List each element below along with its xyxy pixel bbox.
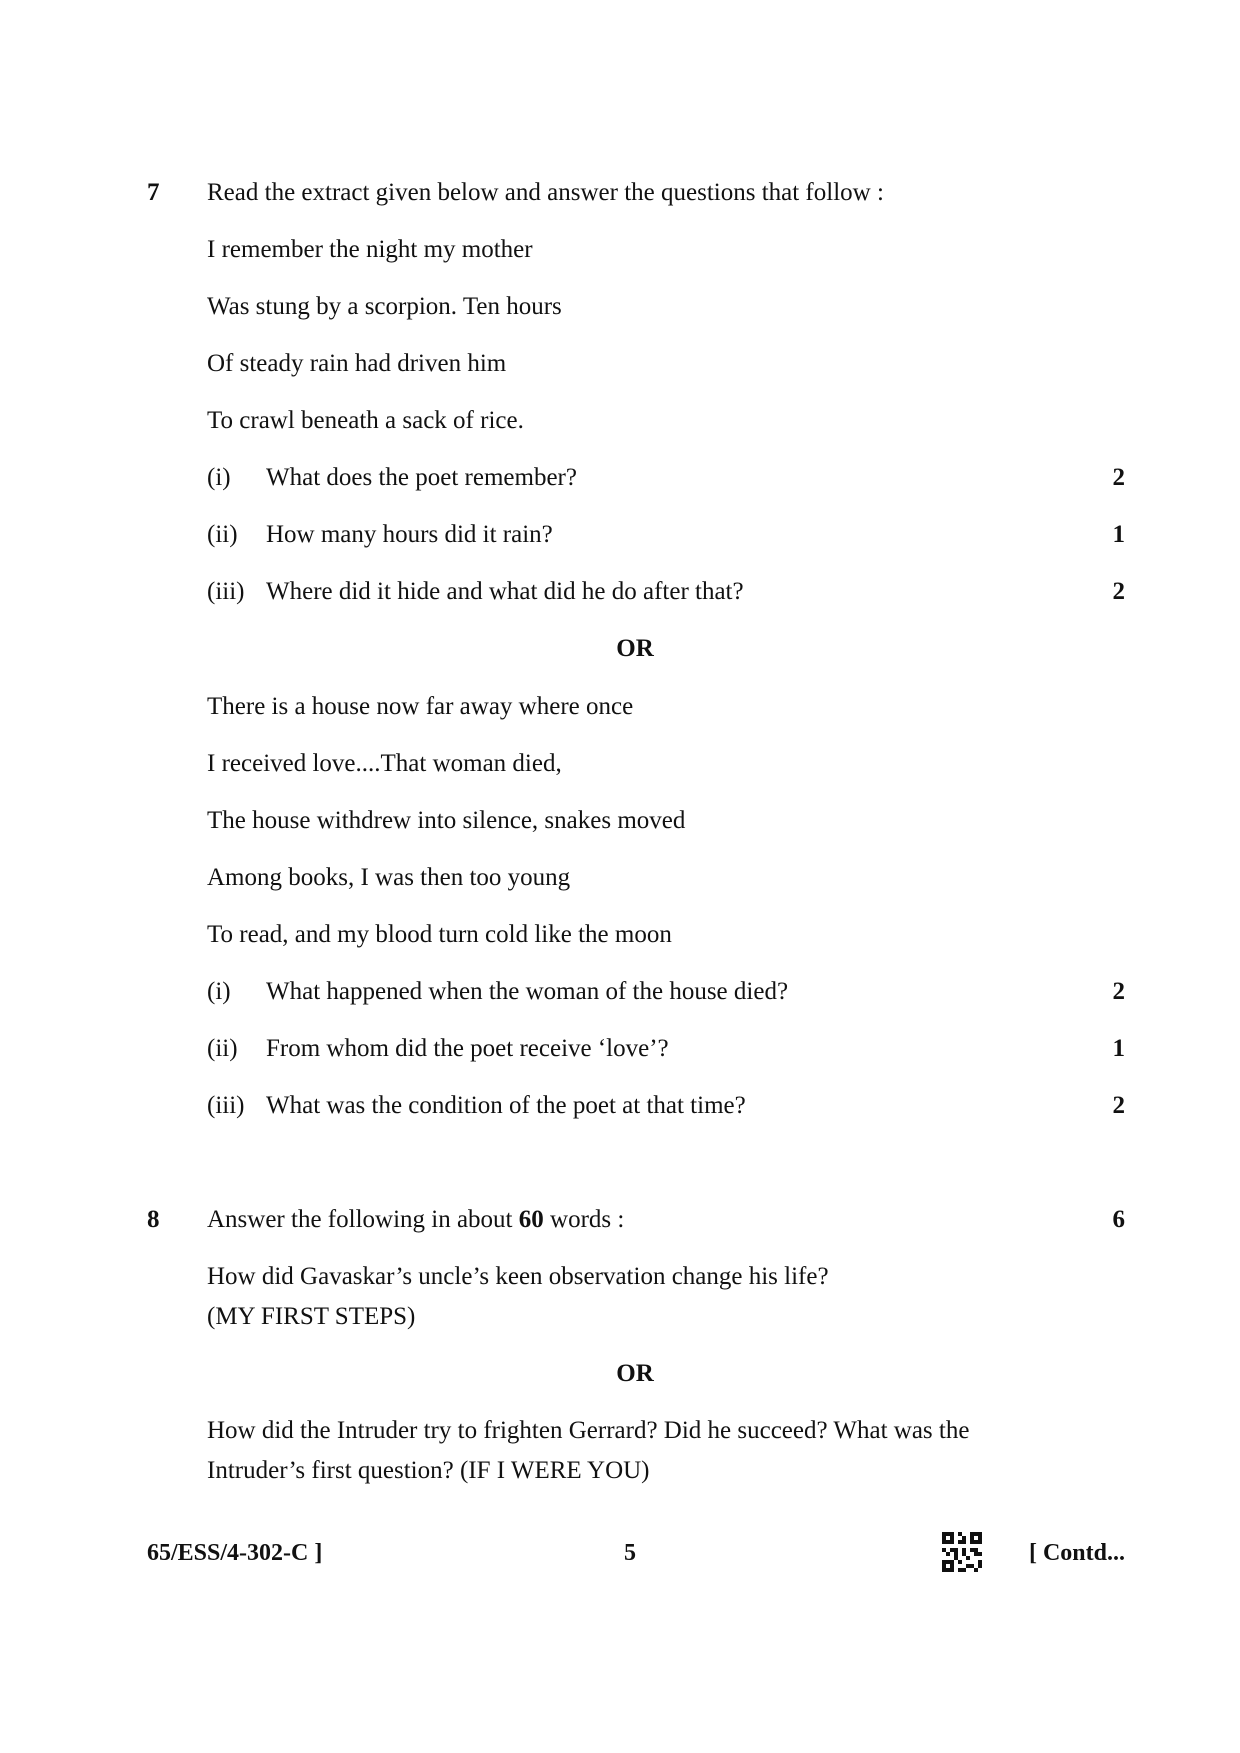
or-divider-q8: OR — [616, 1360, 654, 1387]
extract-a-line-4: To crawl beneath a sack of rice. — [207, 407, 524, 434]
question-a-iii-marks: 2 — [1112, 578, 1125, 605]
question-b-i-label: (i) — [207, 978, 231, 1005]
question-8-marks: 6 — [1112, 1206, 1125, 1233]
question-8-number: 8 — [147, 1206, 160, 1233]
extract-a-line-2: Was stung by a scorpion. Ten hours — [207, 293, 562, 320]
question-b-ii-label: (ii) — [207, 1035, 238, 1062]
extract-a-line-3: Of steady rain had driven him — [207, 350, 507, 377]
footer-contd: [ Contd... — [1028, 1540, 1125, 1566]
question-8-option-b-line-1: How did the Intruder try to frighten Gerrard? Did he succeed? What was the — [207, 1417, 970, 1444]
question-b-i-marks: 2 — [1112, 978, 1125, 1005]
extract-b-line-1: There is a house now far away where once — [207, 693, 634, 720]
extract-a-line-1: I remember the night my mother — [207, 236, 533, 263]
question-8-instruction-pre: Answer the following in about — [207, 1206, 519, 1233]
question-b-iii-text: What was the condition of the poet at that time? — [266, 1092, 746, 1119]
question-a-ii-marks: 1 — [1112, 521, 1125, 548]
question-8-instruction-post: words : — [543, 1206, 625, 1233]
question-8-option-b-line-2: Intruder’s first question? (IF I WERE YOU) — [207, 1457, 650, 1484]
question-7-instruction: Read the extract given below and answer the questions that follow : — [207, 179, 884, 206]
extract-b-line-5: To read, and my blood turn cold like the moon — [207, 921, 672, 948]
question-8-word-count: 60 — [518, 1206, 544, 1233]
footer-page-number: 5 — [624, 1540, 636, 1566]
question-b-ii-marks: 1 — [1112, 1035, 1125, 1062]
question-a-iii-label: (iii) — [207, 578, 245, 605]
question-7-number: 7 — [147, 179, 160, 206]
question-a-i-label: (i) — [207, 464, 231, 491]
question-a-ii-label: (ii) — [207, 521, 238, 548]
question-b-i-text: What happened when the woman of the house died? — [266, 978, 789, 1005]
extract-b-line-3: The house withdrew into silence, snakes moved — [207, 807, 686, 834]
qr-code-icon — [942, 1532, 982, 1572]
question-a-ii-text: How many hours did it rain? — [266, 521, 553, 548]
question-a-i-marks: 2 — [1112, 464, 1125, 491]
extract-b-line-2: I received love....That woman died, — [207, 750, 562, 777]
question-a-iii-text: Where did it hide and what did he do after that? — [266, 578, 744, 605]
question-8-instruction — [207, 1205, 624, 1235]
extract-b-line-4: Among books, I was then too young — [207, 864, 571, 891]
question-8-option-a-line-2: (MY FIRST STEPS) — [207, 1303, 416, 1330]
question-a-i-text: What does the poet remember? — [266, 464, 577, 491]
question-b-iii-label: (iii) — [207, 1092, 245, 1119]
question-8-option-a-line-1: How did Gavaskar’s uncle’s keen observation change his life? — [207, 1263, 829, 1290]
or-divider-q7: OR — [616, 635, 654, 662]
question-b-iii-marks: 2 — [1112, 1092, 1125, 1119]
question-b-ii-text: From whom did the poet receive ‘love’? — [266, 1035, 669, 1062]
footer-paper-code: 65/ESS/4-302-C ] — [147, 1540, 323, 1566]
